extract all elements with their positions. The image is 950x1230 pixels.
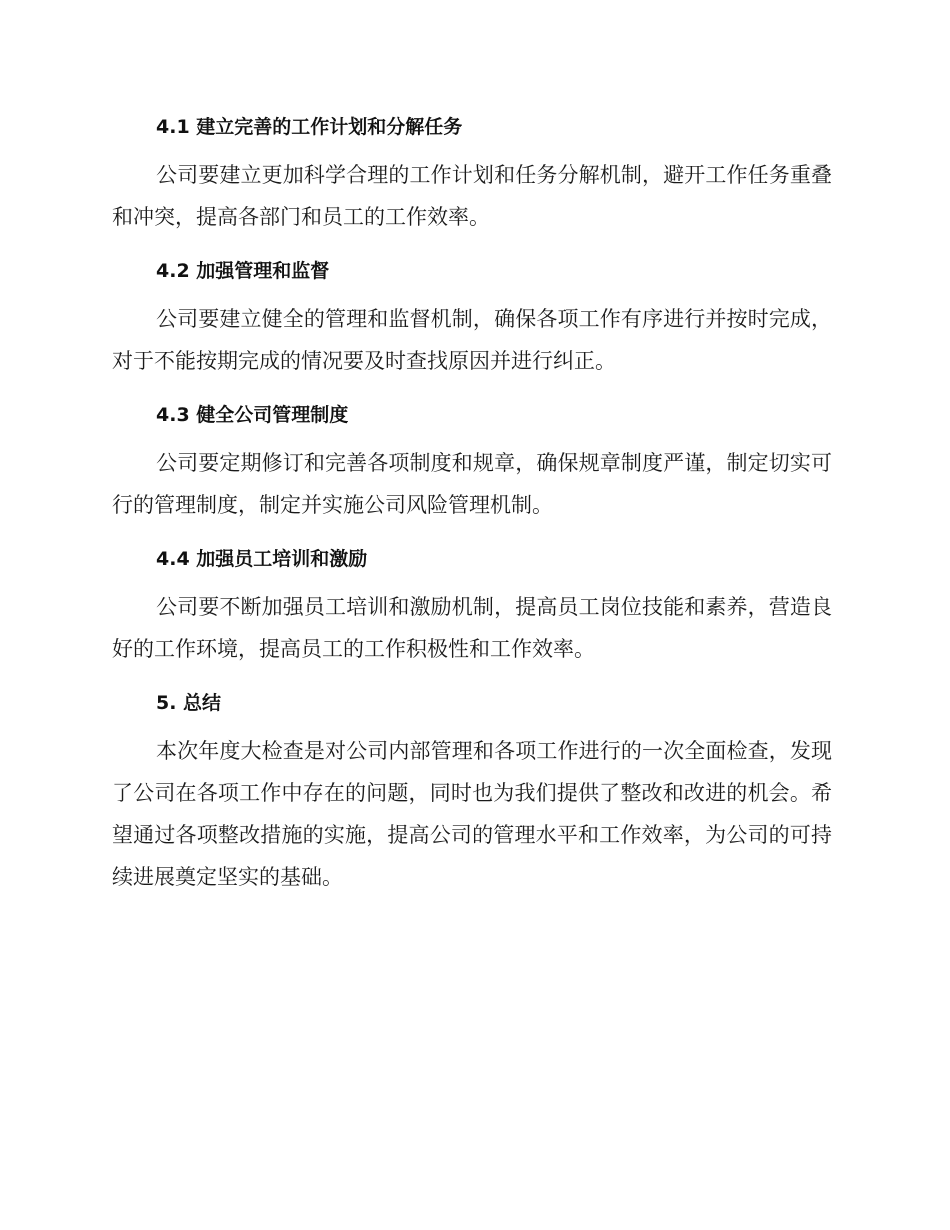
section-heading-4-3: 4.3 健全公司管理制度 [156,404,349,426]
section-body-4-4: 公司要不断加强员工培训和激励机制，提高员工岗位技能和素养，营造良好的工作环境，提高员工的工作积极性和工作效率。 [112,595,832,661]
section-heading-4-4: 4.4 加强员工培训和激励 [156,548,368,570]
section-body-4-1: 公司要建立更加科学合理的工作计划和任务分解机制，避开工作任务重叠和冲突，提高各部门和员工的工作效率。 [112,163,832,229]
section-heading-4-2: 4.2 加强管理和监督 [156,260,330,282]
section-body-4-3: 公司要定期修订和完善各项制度和规章，确保规章制度严谨，制定切实可行的管理制度，制定并实施公司风险管理机制。 [112,451,832,517]
section-body-4-2: 公司要建立健全的管理和监督机制，确保各项工作有序进行并按时完成，对于不能按期完成的情况要及时查找原因并进行纠正。 [112,307,832,373]
document-body [112,110,832,914]
section-heading-5: 5. 总结 [156,692,222,714]
section-heading-4-1: 4.1 建立完善的工作计划和分解任务 [156,116,463,138]
section-body-5: 本次年度大检查是对公司内部管理和各项工作进行的一次全面检查，发现了公司在各项工作中存在的问题，同时也为我们提供了整改和改进的机会。希望通过各项整改措施的实施，提高公司的管理水平和工作效率，为公司的可持续进展奠定坚实的基础。 [112,739,832,889]
